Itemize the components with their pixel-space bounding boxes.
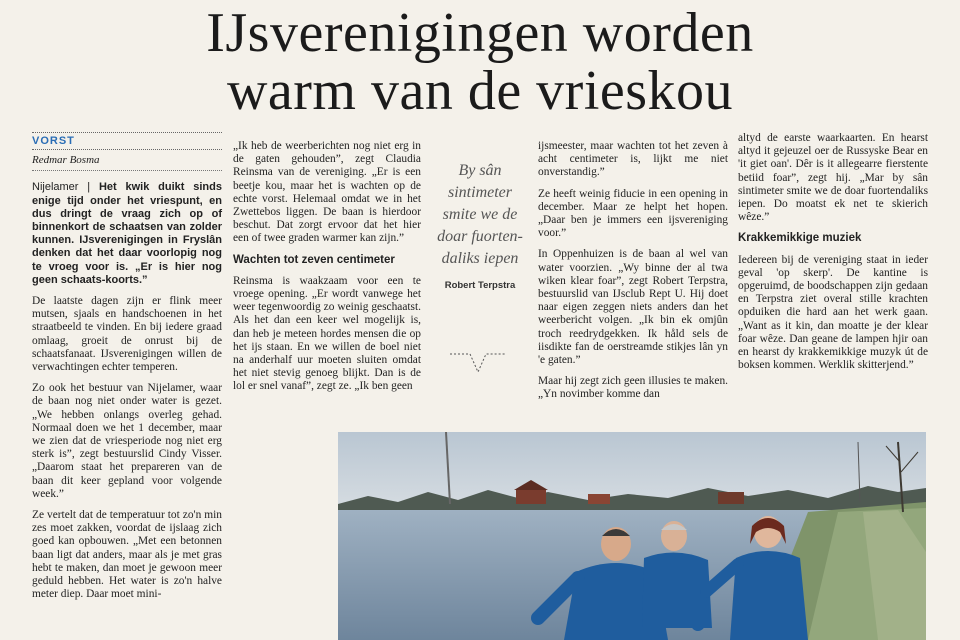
paragraph: ijsmeester, maar wachten tot het zeven à acht centimeter is, lijkt me niet onverstandig.” [538,140,728,179]
paragraph: Reinsma is waakzaam voor een te vroege opening. „Er wordt vanwege het weer tegenwoordig zo weinig geschaatst. Als het dan een keer wel mogelijk is, dan heb je meteen hordes mensen die op het ijs staan. En we willen de boel niet na anderhalf uur moeten sluiten omdat het niet stevig genoeg blijkt. Dan is de lol er snel vanaf”, zegt ze. „Ik ben geen [233,274,421,393]
paragraph: De laatste dagen zijn er flink meer mutsen, sjaals en handschoenen in het straatbeeld te vinden. En bij iedere graad omlaag, groeit de onrust bij de schaatsfanaat. IJsverenigingen willen de verwachtingen echter temperen. [32,295,222,374]
kicker: VORST [32,132,222,150]
paragraph: Ze vertelt dat de temperatuur tot zo'n min zes moet zakken, voordat de ijslaag zich goed kan opbouwen. „Met een betonnen baan ligt dat anders, maar als je met gras hebt te maken, dan moet je gewoon meer geduld hebben. Het water is zo'n halve meter diep. Daar moet mini- [32,509,222,601]
quote-pointer-icon [448,350,508,378]
paragraph: „Ik heb de weerberichten nog niet erg in de gaten gehouden”, zegt Claudia Reinsma van de vereniging. „Er is een beetje kou, maar het is wachten op de echte vorst. Helemaal omdat we in het Zwettebos liggen. De baan is hierdoor beschut. Dat zorgt ervoor dat het hier een of twee graden warmer kan zijn.” [233,140,421,245]
pull-quote-author: Robert Terpstra [444,280,516,291]
subheading: Wachten tot zeven centimeter [233,253,395,266]
article-photo [338,432,926,640]
dateline: Nijelamer | [32,181,99,194]
lead-text: Het kwik duikt sinds enige tijd onder het vriespunt, en dus dringt de vraag zich op of binnenkort de schaatsen van zolder kunnen. IJsverenigingen in Fryslân denken dat het daar voorlopig nog te vroeg voor is. „Er is hier nog geen schaats-koorts.” [32,181,222,286]
column-4 [738,132,928,380]
lead-paragraph [32,181,222,287]
pull-quote-text: By sân sintimeter smite we de doar fuorten-daliks iepen [437,162,523,267]
subheading: Krakkemikkige muziek [738,232,862,245]
column-2 [233,140,421,402]
paragraph: In Oppenhuizen is de baan al wel van water voorzien. „Wy binne der al twa wiken klear foar”, zegt Robert Terpstra, bestuurslid van IJsclub Rept U. Hij doet naar eigen zeggen niets anders dan het weerbericht volgen. „Ik bin ek omjûn troch reedrydgekken. Ik håld sels de iisdikte fan de oerstreamde stikjes lân yn 'e gaten.” [538,248,728,367]
paragraph: Zo ook het bestuur van Nijelamer, waar de baan nog niet onder water is gezet. „We hebben onlangs overleg gehad. Normaal doen we het 1 december, maar we zien dat de vriesperiode nog niet erg sterk is”, zegt bestuurslid Cindy Visser. „Daarom staat het prepareren van de baan dit keer gepland voor volgende week.” [32,382,222,500]
headline-line-2: warm van de vrieskou [226,60,734,122]
paragraph: Maar hij zegt zich geen illusies te maken. „Yn novimber komme dan [538,375,728,401]
column-3 [538,140,728,410]
headline-line-1: IJsverenigingen worden [206,2,754,64]
paragraph: Ze heeft weinig fiducie in een opening in december. Maar ze helpt het hopen. „Daar ben je immers een ijsvereniging voor.” [538,187,728,240]
headline [0,0,960,128]
column-1 [32,132,222,610]
paragraph: altyd de earste waarkaarten. En hearst altyd it gejeuzel oer de Russyske Bear en 'it giet oan'. Dêr is it allegearre fierstente betiid foar”, zegt hij. „Mar by sân sintimeter smite we de doar fuortendaliks iepen. Do moatst ek net te skierich wêze.” [738,132,928,224]
byline: Redmar Bosma [32,154,222,171]
pull-quote [430,160,530,291]
paragraph: Iedereen bij de vereniging staat in ieder geval 'op skerp'. De kantine is opgeruimd, de boodschappen zijn gedaan en Terpstra ziet overal stille krachten opduiken die hard aan het werk gaan. „Want as it kin, dan moatte je der klear foar wêze. Dan geane de lampen hjir oan en hearst dy krakkemikkige muzyk út de boksen kommen. Werklik skitterjend.” [738,253,928,372]
